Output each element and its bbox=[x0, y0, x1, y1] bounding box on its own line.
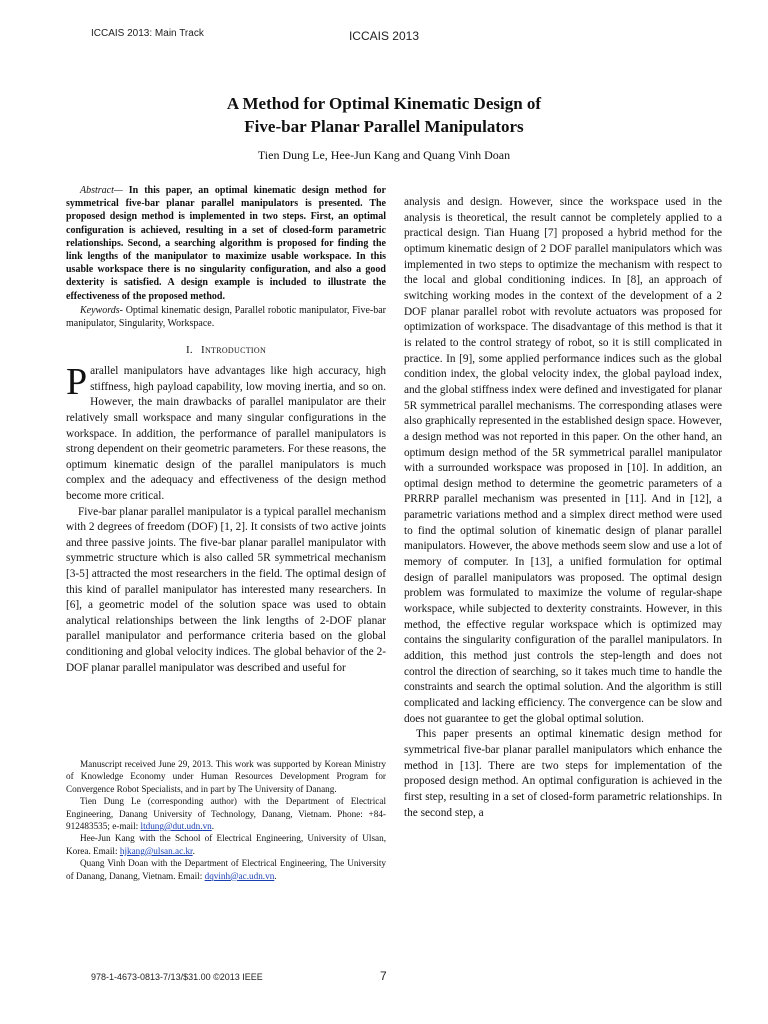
right-paragraph-2: This paper presents an optimal kinematic design method for symmetrical five-bar planar parallel manipulators which enhance the method in [13]. There are two steps for implementation of the proposed design method. An optimal configuration is achieved in the first step, resulting in a set of closed-form parametric relationships. In the second step, a bbox=[404, 728, 722, 819]
keywords-label: Keywords- bbox=[80, 304, 123, 316]
intro-paragraph-1 bbox=[66, 361, 386, 504]
footnote-author-2-text: Hee-Jun Kang with the School of Electrical Engineering, University of Ulsan, Korea. Email: bbox=[66, 833, 386, 856]
running-header-track: ICCAIS 2013: Main Track bbox=[91, 28, 204, 39]
title-line-2: Five-bar Planar Parallel Manipulators bbox=[244, 117, 524, 136]
footnotes bbox=[66, 758, 386, 882]
footnote-author-2-end: . bbox=[192, 845, 195, 856]
email-link-1[interactable]: ltdung@dut.udn.vn bbox=[140, 821, 212, 832]
footnote-author-3 bbox=[66, 857, 386, 882]
footnote-author-2 bbox=[66, 832, 386, 857]
email-link-3[interactable]: dqvinh@ac.udn.vn bbox=[204, 870, 275, 881]
footnote-manuscript: Manuscript received June 29, 2013. This work was supported by Korean Ministry of Knowledge Economy under Human Resources Development Program for Convergence Robot Specialists, and in part by The University of Danang. bbox=[66, 759, 386, 794]
footnote-author-1-end: . bbox=[211, 821, 215, 832]
abstract bbox=[66, 184, 386, 303]
left-column bbox=[66, 184, 386, 676]
footnote-author-1-text: Tien Dung Le (corresponding author) with the Department of Electrical Engineering, Danang University of Technology, Danang, Vietnam. Phone: +84-912483535; e-mail: bbox=[66, 796, 386, 832]
paper-title bbox=[0, 92, 768, 138]
intro-paragraph-2: Five-bar planar parallel manipulator is a typical parallel mechanism with 2 degrees of freedom (DOF) [1, 2]. It consists of two active joints and three passive joints. The five-bar planar parallel manipulator with symmetric structure which is also called 5R symmetrical mechanism [3-5] attracted the most researchers in the field. The optimal design of this kind of parallel manipulator has interested many researchers. In [6], a geometric model of the solution space was used to obtain analytical relationships between the link lengths of 2-DOF planar parallel manipulator and performance criteria based on the global conditioning and global velocity indices. The global behavior of the 2-DOF planar parallel manipulator was described and useful for bbox=[66, 505, 386, 674]
right-column bbox=[404, 195, 722, 821]
keywords bbox=[66, 304, 386, 330]
drop-cap: P bbox=[66, 361, 88, 404]
abstract-body: In this paper, an optimal kinematic design method for symmetrical five-bar planar parallel manipulators is presented. The proposed design method is implemented in two steps. First, an optimal configuration is achieved, resulting in a set of closed-form parametric relationships. Second, a searching algorithm is proposed for finding the link lengths of the manipulator to maximize usable workspace. In this usable workspace there is no singularity configuration, and also a good dexterity is satisfied. A design example is included to illustrate the effectiveness of the proposed method. bbox=[66, 185, 386, 302]
author-list: Tien Dung Le, Hee-Jun Kang and Quang Vinh Doan bbox=[257, 148, 511, 162]
copyright-line: 978-1-4673-0813-7/13/$31.00 ©2013 IEEE bbox=[91, 972, 263, 982]
keywords-text: Optimal kinematic design, Parallel robotic manipulator, Five-bar manipulator, Singularity, Workspace. bbox=[66, 304, 386, 330]
title-line-1: A Method for Optimal Kinematic Design of bbox=[226, 94, 542, 113]
section-title: Introduction bbox=[200, 344, 267, 357]
email-link-2[interactable]: hjkang@ulsan.ac.kr bbox=[119, 845, 193, 856]
right-paragraph-1: analysis and design. However, since the workspace used in the analysis is theoretical, the result cannot be completely applied to a practical design. Tian Huang [7] proposed a hybrid method for the optimum kinematic design of 2 DOF parallel manipulators which was implemented in two steps to optimize the mechanism with respect to the local and global conditioning indices. In [8], an approach of switching working modes in the context of the development of a 2 DOF planar parallel robot with revolute actuators was proposed for optimization of workspace. The disadvantage of this method is that it is related to the control strategy of robot, so it is still complicated in practice. In [9], some applied performance indices such as the global condition index, the global velocity index, the global payload index, and the global stiffness index were defined and investigated for planar 5R symmetrical parallel mechanisms. The corresponding atlases were also graphically represented in the established design space. However, a design method was not reported in this paper. On the other hand, an optimum design method of the 5R symmetrical parallel manipulator with a surrounded workspace was proposed in [10]. In addition, an optimal design method to determine the geometric parameters of a PRRRP parallel mechanism was presented in [11]. And in [12], a parametric variations method and a simplex direct method were used to find the optimal solution of kinematic design of planar parallel manipulators. However, the above methods seem slow and use a lot of memory of computer. In [13], a unified formulation for optimal design of parallel manipulators was proposed. The optimal design problem was formulated to maximize the volume of regular-shape workspace, while subjected to dexterity constraints. However, in this method, the effective regular workspace which is optimized may contains the singularity configuration of the parallel manipulators. In addition, this method just controls the step-length and does not control the direction of searching, so it takes much time to handle the constraints and search the optimal solution. And the algorithm is still complicated and lacking efficiency. The convergence can be slow and does not guarantee to get the global optimal solution. bbox=[404, 196, 722, 725]
footnote-author-1 bbox=[66, 795, 386, 832]
intro-paragraph-1-text: arallel manipulators have advantages like high accuracy, high stiffness, high payload capability, low moving inertia, and so on. However, the main drawbacks of parallel manipulator are their relatively small workspace and many singular configurations in the workspace. In addition, the performance of parallel manipulators is strong dependent on their geometric parameters. For these reasons, the optimum kinematic design of the parallel manipulators is much complex and the adequacy and effectiveness of the design method become more critical. bbox=[66, 365, 386, 502]
footnote-author-3-end: . bbox=[274, 870, 277, 881]
footnote-author-3-text: Quang Vinh Doan with the Department of Electrical Engineering, The University of Danang, Danang, Vietnam. Email: bbox=[66, 858, 386, 881]
section-heading-introduction bbox=[66, 344, 386, 356]
running-header-conference: ICCAIS 2013 bbox=[348, 29, 420, 43]
page-number: 7 bbox=[380, 969, 387, 983]
abstract-label: Abstract— bbox=[80, 185, 123, 196]
section-number: I. bbox=[185, 344, 193, 357]
